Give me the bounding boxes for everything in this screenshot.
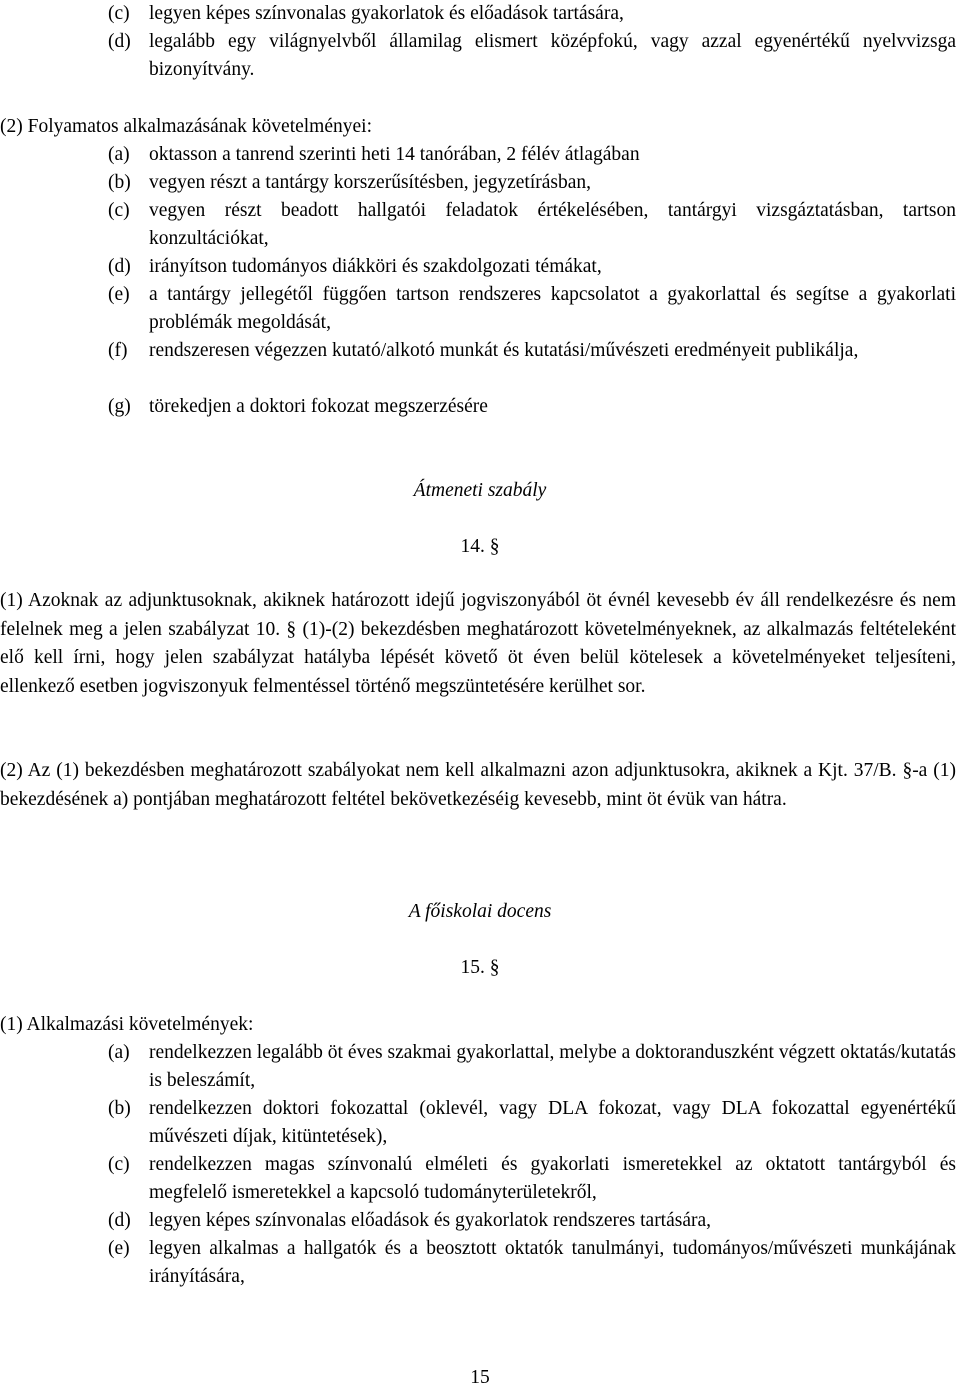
section-heading: A főiskolai docens: [408, 901, 552, 922]
list-item: [108, 0, 956, 28]
item-text: vegyen részt a tantárgy korszerűsítésben, jegyzetírásban,: [149, 172, 592, 193]
item-label: (c): [108, 200, 130, 221]
paragraph: (1) Azoknak az adjunktusoknak, akiknek határozott idejű jogviszonyából öt évnél kevesebb év áll rendelkezésre és nem felelnek meg a jelen szabályzat 10. § (1)-(2) bekezdésben meghatározott követelményeknek, az alkalmazás feltételeként elő kell írni, hogy jelen szabályzat hatályba lépését követő öt éven belül kötelesek a követelményeket teljesíteni, ellenkező esetben jogviszonyuk felmentéssel történő megszüntetésére kerülhet sor.: [0, 590, 956, 697]
section-heading: Átmeneti szabály: [413, 480, 547, 501]
item-label: (d): [108, 256, 131, 277]
item-label: (d): [108, 31, 131, 52]
item-label: (c): [108, 1154, 130, 1175]
section-number: 14. §: [460, 536, 500, 557]
item-label: (e): [108, 284, 130, 305]
item-text: a tantárgy jellegétől függően tartson rendszeres kapcsolatot a gyakorlattal és segítse a gyakorlati problémák megoldását,: [149, 284, 956, 333]
list-item: [108, 28, 956, 84]
list-item: [108, 393, 956, 421]
item-text: rendelkezzen doktori fokozattal (oklevél, vagy DLA fokozat, vagy DLA fokozattal egyenértékű művészeti díjak, kitüntetések),: [149, 1098, 956, 1147]
list-item: [108, 169, 956, 197]
item-label: (a): [108, 1042, 130, 1063]
item-text: oktasson a tanrend szerinti heti 14 tanórában, 2 félév átlagában: [149, 144, 640, 165]
item-text: rendelkezzen magas színvonalú elméleti és gyakorlati ismeretekkel az oktatott tantárgyból és megfelelő ismeretekkel a kapcsoló tudományterületekről,: [149, 1154, 956, 1203]
item-text: törekedjen a doktori fokozat megszerzésére: [149, 396, 488, 417]
list-item: [108, 141, 956, 169]
item-label: (e): [108, 1238, 130, 1259]
paragraph-intro: (2) Folyamatos alkalmazásának követelményei:: [0, 116, 372, 137]
list-item: [108, 281, 956, 337]
list-item: [108, 1207, 956, 1235]
list-item: [108, 197, 956, 253]
item-label: (f): [108, 340, 128, 361]
item-text: rendelkezzen legalább öt éves szakmai gyakorlattal, melybe a doktoranduszként végzett oktatás/kutatás is beleszámít,: [149, 1042, 956, 1091]
list-item: [108, 337, 956, 365]
list-item: [108, 1151, 956, 1207]
list-item: [108, 253, 956, 281]
item-text: legalább egy világnyelvből államilag elismert középfokú, vagy azzal egyenértékű nyelvvizsga bizonyítvány.: [149, 31, 956, 80]
item-text: legyen képes színvonalas előadások és gyakorlatok rendszeres tartására,: [149, 1210, 712, 1231]
item-text: irányítson tudományos diákköri és szakdolgozati témákat,: [149, 256, 602, 277]
list-item: [108, 1235, 956, 1291]
item-label: (b): [108, 172, 131, 193]
page-number: 15: [470, 1367, 490, 1388]
paragraph-intro: (1) Alkalmazási követelmények:: [0, 1014, 254, 1035]
item-label: (c): [108, 3, 130, 24]
section-number: 15. §: [460, 957, 500, 978]
item-label: (a): [108, 144, 130, 165]
item-text: vegyen részt beadott hallgatói feladatok értékelésében, tantárgyi vizsgáztatásban, tartson konzultációkat,: [149, 200, 956, 249]
item-label: (d): [108, 1210, 131, 1231]
paragraph: (2) Az (1) bekezdésben meghatározott szabályokat nem kell alkalmazni azon adjunktusokra, akiknek a Kjt. 37/B. §-a (1) bekezdésének a) pontjában meghatározott feltétel bekövetkezéséig kevesebb, mint öt évük van hátra.: [0, 760, 956, 810]
item-label: (g): [108, 396, 131, 417]
item-text: rendszeresen végezzen kutató/alkotó munkát és kutatási/művészeti eredményeit publikálja,: [149, 340, 859, 361]
item-text: legyen alkalmas a hallgatók és a beosztott oktatók tanulmányi, tudományos/művészeti munkájának irányítására,: [149, 1238, 956, 1287]
list-item: [108, 1095, 956, 1151]
item-label: (b): [108, 1098, 131, 1119]
list-item: [108, 1039, 956, 1095]
item-text: legyen képes színvonalas gyakorlatok és előadások tartására,: [149, 3, 624, 24]
